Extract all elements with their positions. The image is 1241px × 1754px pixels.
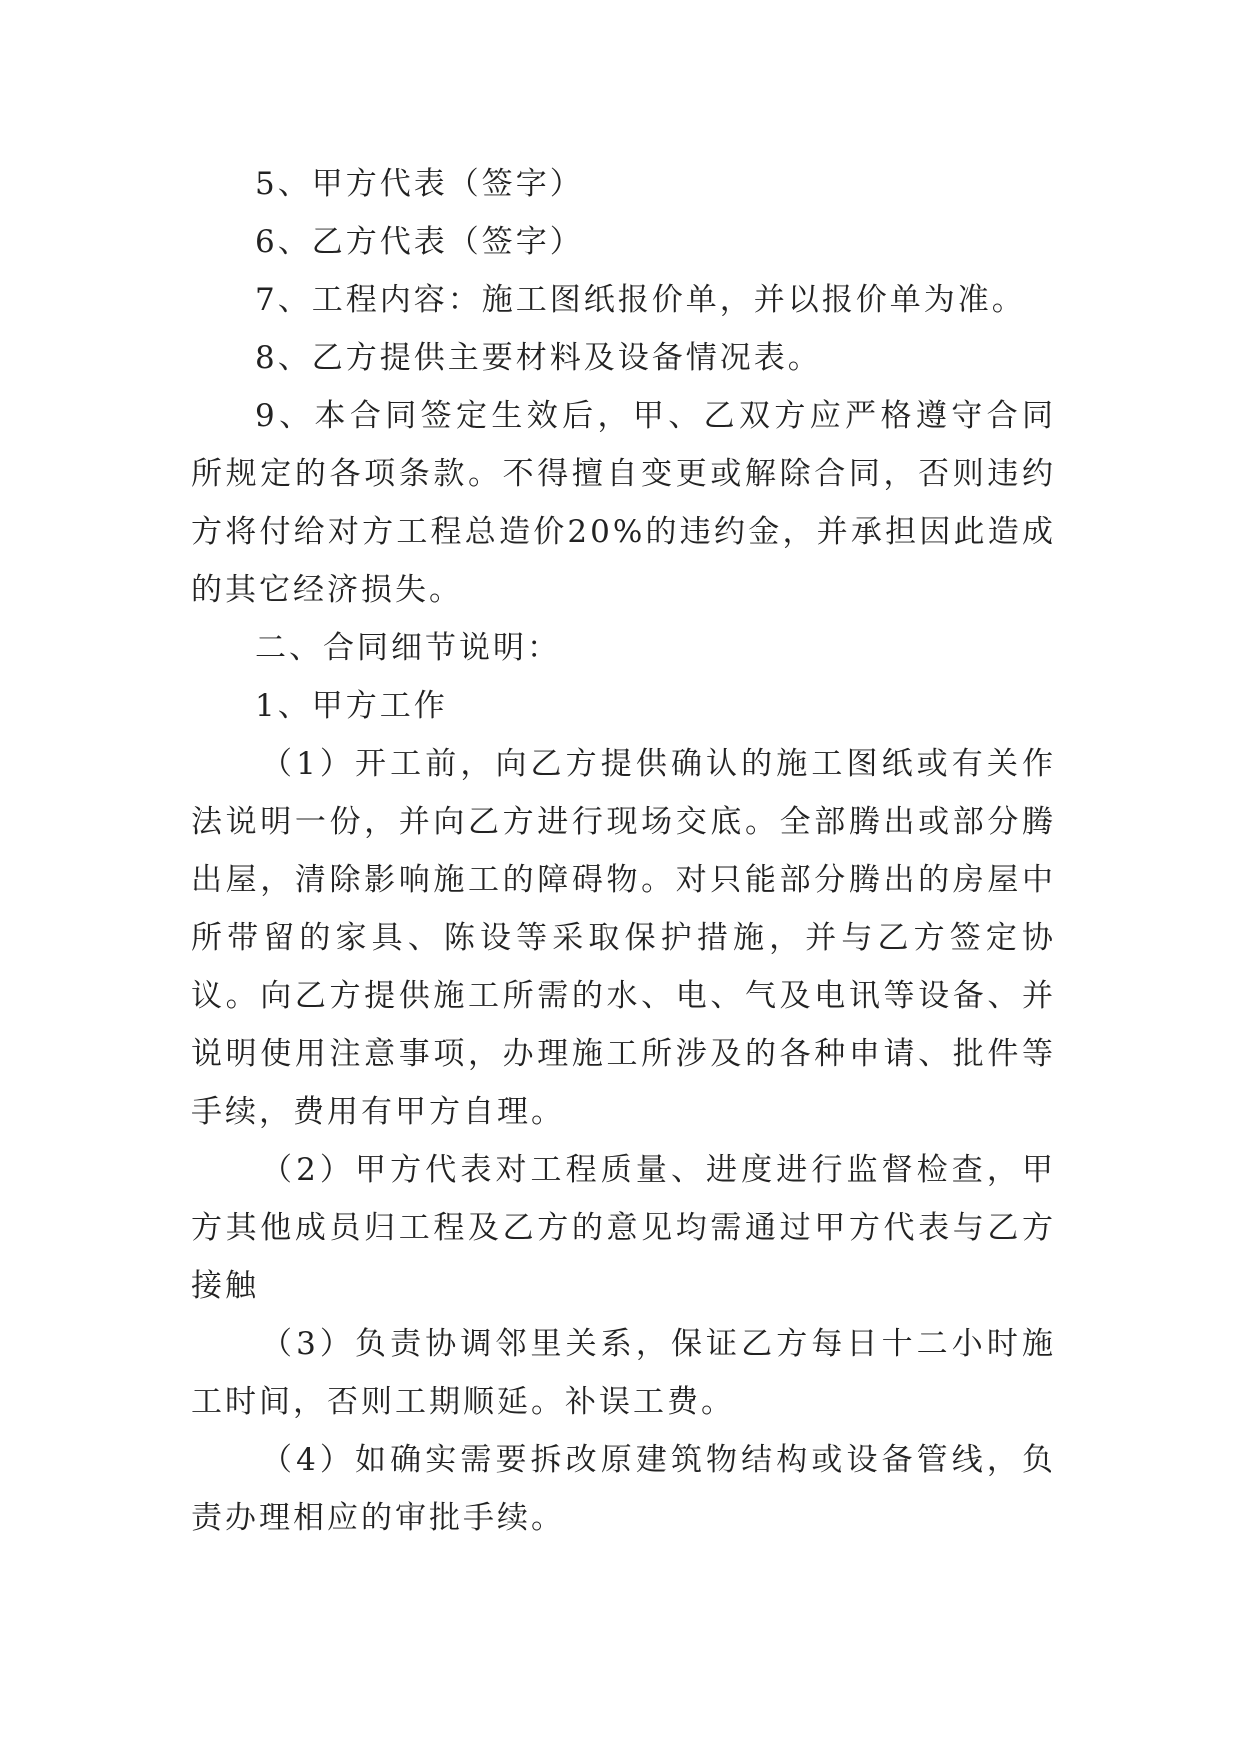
- section-heading: 二、合同细节说明：: [255, 630, 561, 666]
- clause-6: 6、乙方代表（签字）: [255, 224, 584, 260]
- item-1: （1）开工前，向乙方提供确认的施工图纸或有关作法说明一份，并向乙方进行现场交底。全部腾出或部分腾出屋，清除影响施工的障碍物。对只能部分腾出的房屋中所带留的家具、陈设等采取保护措施，并与乙方签定协议。向乙方提供施工所需的水、电、气及电讯等设备、并说明使用注意事项，办理施工所涉及的各种申请、批件等手续，费用有甲方自理。: [191, 746, 1056, 1130]
- item-2: （2）甲方代表对工程质量、进度进行监督检查，甲方其他成员归工程及乙方的意见均需通过甲方代表与乙方接触: [191, 1152, 1056, 1304]
- item-4: （4）如确实需要拆改原建筑物结构或设备管线，负责办理相应的审批手续。: [191, 1442, 1056, 1536]
- clause-7: 7、工程内容：施工图纸报价单，并以报价单为准。: [255, 282, 1026, 318]
- document-body: [191, 155, 1056, 1547]
- item-3: （3）负责协调邻里关系，保证乙方每日十二小时施工时间，否则工期顺延。补误工费。: [191, 1326, 1056, 1420]
- clause-5: 5、甲方代表（签字）: [255, 166, 584, 202]
- clause-9: 9、本合同签定生效后，甲、乙双方应严格遵守合同所规定的各项条款。不得擅自变更或解除合同，否则违约方将付给对方工程总造价20%的违约金，并承担因此造成的其它经济损失。: [191, 398, 1056, 608]
- clause-8: 8、乙方提供主要材料及设备情况表。: [255, 340, 822, 376]
- subsection-heading: 1、甲方工作: [255, 688, 448, 724]
